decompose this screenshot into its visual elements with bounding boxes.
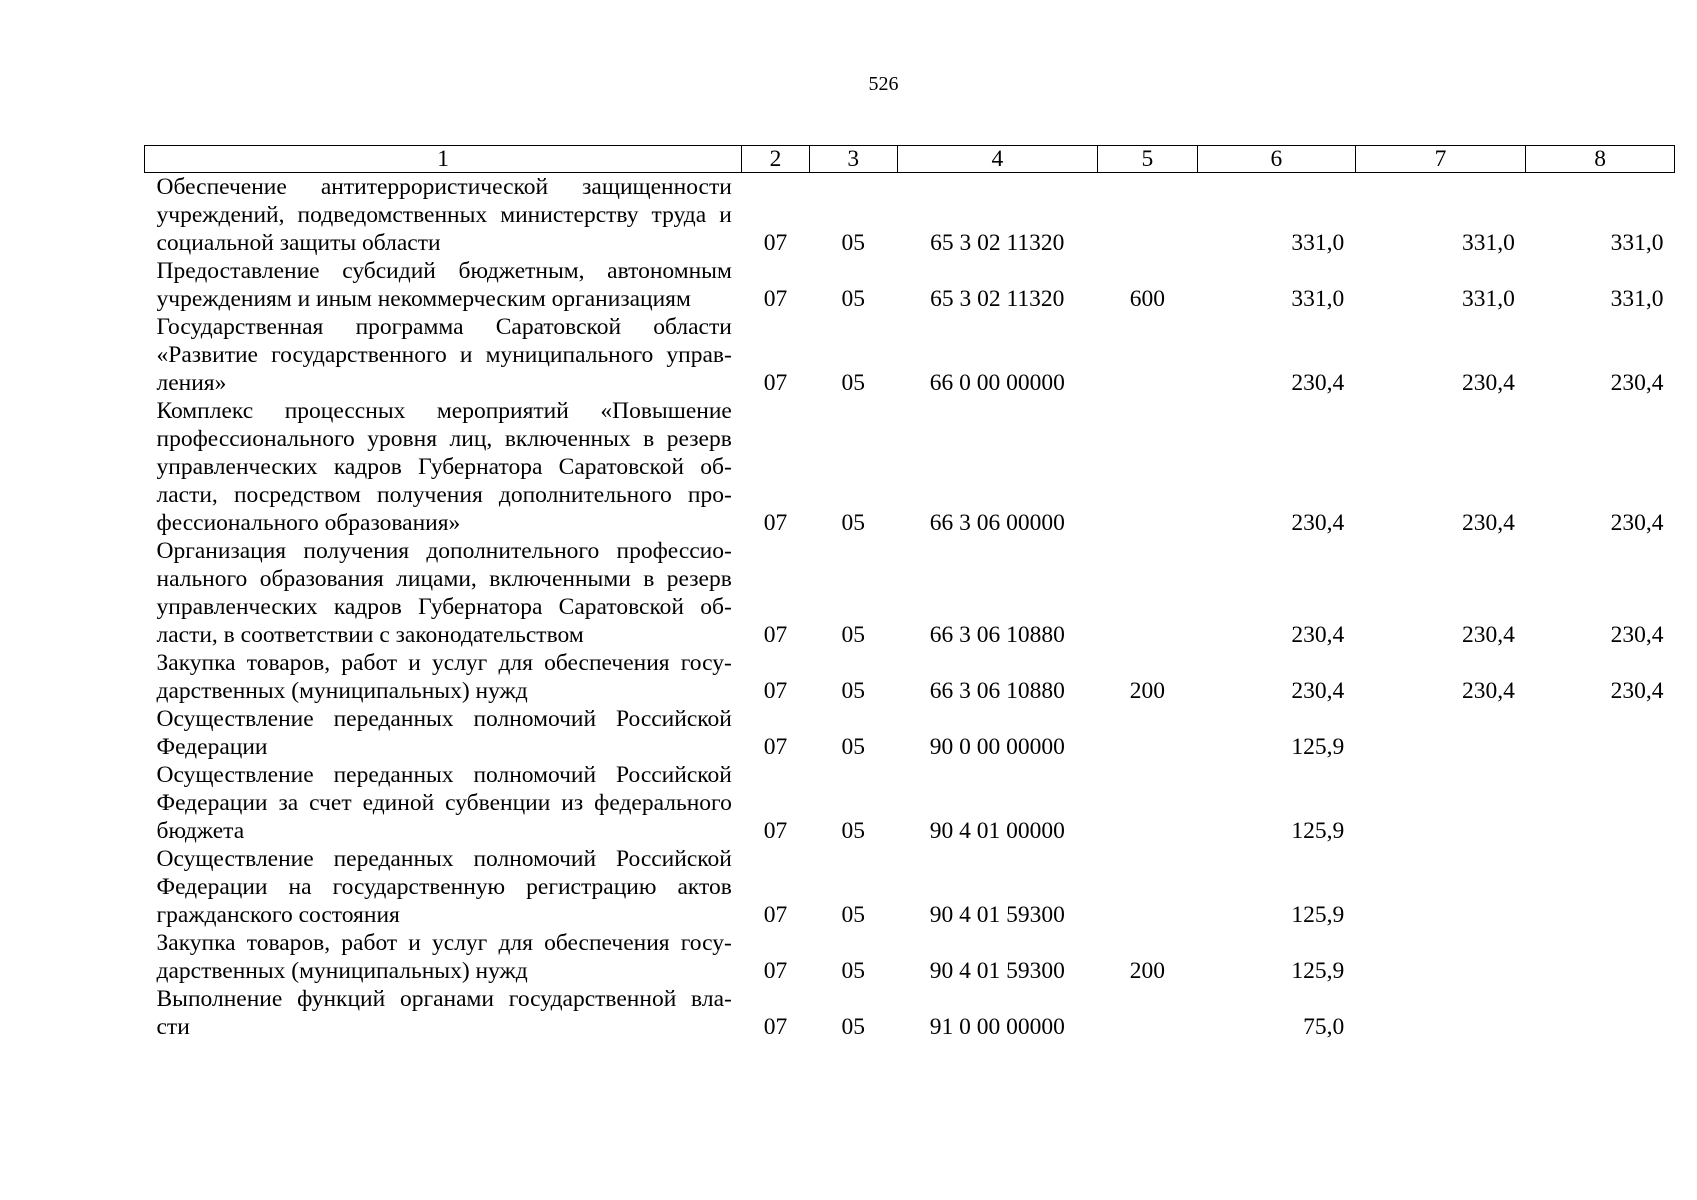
- table-row: [145, 845, 1675, 929]
- row-description: [145, 397, 742, 537]
- table-row: [145, 705, 1675, 761]
- target-article-code: 90 4 01 00000: [929, 818, 1065, 844]
- target-article-code: 90 0 00 00000: [929, 734, 1065, 760]
- expense-type-code: [1097, 705, 1197, 761]
- page-number: 526: [868, 73, 899, 95]
- amount-col-7: 331,0: [1461, 286, 1515, 312]
- amount-col-7: 230,4: [1461, 370, 1515, 396]
- amount-col-6: 125,9: [1291, 734, 1345, 760]
- target-article-code: 66 3 06 10880: [929, 678, 1065, 704]
- description-line: Государственная программа Саратовской области: [156, 314, 732, 340]
- expense-type-code: 200: [1129, 678, 1166, 704]
- target-article-code: 65 3 02 11320: [930, 286, 1065, 312]
- row-description: [145, 649, 742, 705]
- row-description: [145, 929, 742, 985]
- target-article-code: 66 0 00 00000: [929, 370, 1065, 396]
- target-article-code: 66 3 06 10880: [929, 622, 1065, 648]
- chapter-code: 07: [763, 510, 788, 536]
- expense-type-code: [1097, 173, 1197, 258]
- table-body: [145, 173, 1675, 1042]
- description-line: ления»: [156, 370, 227, 396]
- target-article-code: 90 4 01 59300: [929, 902, 1065, 928]
- header-cell-6: 6: [1198, 146, 1356, 173]
- expense-type-code: [1097, 397, 1197, 537]
- chapter-code: 07: [763, 958, 788, 984]
- header-cell-4: 4: [897, 146, 1097, 173]
- subsection-code: 05: [841, 286, 865, 312]
- row-description: [145, 313, 742, 397]
- chapter-code: 07: [763, 370, 788, 396]
- description-line: Федерации на государственную регистрацию актов: [156, 874, 732, 900]
- amount-col-6: 75,0: [1303, 1014, 1345, 1040]
- description-line: гражданского состояния: [156, 902, 400, 928]
- description-line: профессионального уровня лиц, включенных в резерв: [156, 426, 732, 452]
- amount-col-7: [1355, 929, 1526, 985]
- amount-col-8: [1526, 705, 1675, 761]
- table-row: [145, 929, 1675, 985]
- amount-col-7: [1355, 705, 1526, 761]
- subsection-code: 05: [841, 622, 865, 648]
- row-description: [145, 845, 742, 929]
- expense-type-code: [1097, 845, 1197, 929]
- row-description: [145, 985, 742, 1041]
- expense-type-code: [1097, 313, 1197, 397]
- amount-col-6: 331,0: [1291, 230, 1345, 256]
- description-line: управленческих кадров Губернатора Саратовской об-: [156, 594, 732, 620]
- amount-col-8: 331,0: [1610, 230, 1664, 256]
- description-line: фессионального образования»: [156, 510, 461, 536]
- amount-col-8: [1526, 985, 1675, 1041]
- table-row: [145, 173, 1675, 258]
- table-row: [145, 397, 1675, 537]
- table-row: [145, 537, 1675, 649]
- chapter-code: 07: [763, 818, 788, 844]
- amount-col-7: [1355, 845, 1526, 929]
- header-row: [145, 146, 1675, 173]
- header-cell-3: 3: [809, 146, 897, 173]
- amount-col-8: 230,4: [1610, 678, 1664, 704]
- row-description: [145, 173, 742, 258]
- description-line: Осуществление переданных полномочий Российской: [156, 846, 732, 872]
- row-description: [145, 537, 742, 649]
- table-row: [145, 257, 1675, 313]
- table-header: [145, 146, 1675, 173]
- expense-type-code: [1097, 761, 1197, 845]
- subsection-code: 05: [841, 734, 865, 760]
- amount-col-8: [1526, 929, 1675, 985]
- header-cell-1: 1: [145, 146, 742, 173]
- description-line: Закупка товаров, работ и услуг для обеспечения госу-: [156, 650, 732, 676]
- description-line: Федерации за счет единой субвенции из федерального: [156, 790, 732, 816]
- description-line: учреждений, подведомственных министерству труда и: [156, 202, 732, 228]
- description-line: Закупка товаров, работ и услуг для обеспечения госу-: [156, 930, 732, 956]
- amount-col-7: 230,4: [1461, 622, 1515, 648]
- subsection-code: 05: [841, 230, 865, 256]
- chapter-code: 07: [763, 1014, 788, 1040]
- description-line: Осуществление переданных полномочий Российской: [156, 706, 732, 732]
- description-line: управленческих кадров Губернатора Саратовской об-: [156, 454, 732, 480]
- description-line: нального образования лицами, включенными в резерв: [156, 566, 732, 592]
- amount-col-8: 230,4: [1610, 510, 1664, 536]
- description-line: Комплекс процессных мероприятий «Повышение: [156, 398, 732, 424]
- target-article-code: 65 3 02 11320: [930, 230, 1065, 256]
- amount-col-6: 125,9: [1291, 958, 1345, 984]
- subsection-code: 05: [841, 510, 865, 536]
- header-cell-2: 2: [742, 146, 809, 173]
- chapter-code: 07: [763, 286, 788, 312]
- expense-type-code: 600: [1129, 286, 1166, 312]
- subsection-code: 05: [841, 902, 865, 928]
- amount-col-6: 230,4: [1291, 370, 1345, 396]
- amount-col-8: [1526, 845, 1675, 929]
- description-line: дарственных (муниципальных) нужд: [156, 678, 528, 704]
- target-article-code: 91 0 00 00000: [929, 1014, 1065, 1040]
- description-line: Выполнение функций органами государственной вла-: [156, 986, 732, 1012]
- table-row: [145, 761, 1675, 845]
- amount-col-7: 230,4: [1461, 678, 1515, 704]
- amount-col-8: 230,4: [1610, 370, 1664, 396]
- subsection-code: 05: [841, 678, 865, 704]
- target-article-code: 90 4 01 59300: [929, 958, 1065, 984]
- amount-col-7: [1355, 985, 1526, 1041]
- description-line: учреждениям и иным некоммерческим организациям: [156, 286, 691, 312]
- table-row: [145, 985, 1675, 1041]
- description-line: ласти, в соответствии с законодательством: [156, 622, 584, 648]
- description-line: Осуществление переданных полномочий Российской: [156, 762, 732, 788]
- subsection-code: 05: [841, 818, 865, 844]
- amount-col-7: [1355, 761, 1526, 845]
- chapter-code: 07: [763, 622, 788, 648]
- amount-col-6: 230,4: [1291, 510, 1345, 536]
- expense-type-code: [1097, 537, 1197, 649]
- subsection-code: 05: [841, 370, 865, 396]
- subsection-code: 05: [841, 958, 865, 984]
- subsection-code: 05: [841, 1014, 865, 1040]
- amount-col-7: 331,0: [1461, 230, 1515, 256]
- amount-col-7: 230,4: [1461, 510, 1515, 536]
- description-line: дарственных (муниципальных) нужд: [156, 958, 528, 984]
- description-line: Организация получения дополнительного профессио-: [156, 538, 732, 564]
- description-line: ласти, посредством получения дополнительного про-: [156, 482, 732, 508]
- amount-col-8: 331,0: [1610, 286, 1664, 312]
- expense-type-code: [1097, 985, 1197, 1041]
- description-line: «Развитие государственного и муниципального управ-: [156, 342, 732, 368]
- description-line: сти: [156, 1014, 190, 1040]
- row-description: [145, 257, 742, 313]
- table-row: [145, 313, 1675, 397]
- description-line: Предоставление субсидий бюджетным, автономным: [156, 258, 732, 284]
- amount-col-6: 230,4: [1291, 622, 1345, 648]
- header-cell-7: 7: [1355, 146, 1526, 173]
- expense-type-code: 200: [1129, 958, 1166, 984]
- description-line: бюджета: [156, 818, 245, 844]
- chapter-code: 07: [763, 678, 788, 704]
- amount-col-6: 125,9: [1291, 818, 1345, 844]
- amount-col-6: 331,0: [1291, 286, 1345, 312]
- amount-col-6: 230,4: [1291, 678, 1345, 704]
- chapter-code: 07: [763, 734, 788, 760]
- chapter-code: 07: [763, 230, 788, 256]
- table-row: [145, 649, 1675, 705]
- row-description: [145, 705, 742, 761]
- description-line: Федерации: [156, 734, 268, 760]
- amount-col-6: 125,9: [1291, 902, 1345, 928]
- amount-col-8: [1526, 761, 1675, 845]
- row-description: [145, 761, 742, 845]
- description-line: Обеспечение антитеррористической защищенности: [156, 174, 732, 200]
- target-article-code: 66 3 06 00000: [929, 510, 1065, 536]
- header-cell-8: 8: [1526, 146, 1675, 173]
- amount-col-8: 230,4: [1610, 622, 1664, 648]
- header-cell-5: 5: [1097, 146, 1197, 173]
- budget-table: [144, 145, 1675, 1041]
- chapter-code: 07: [763, 902, 788, 928]
- description-line: социальной защиты области: [156, 230, 441, 256]
